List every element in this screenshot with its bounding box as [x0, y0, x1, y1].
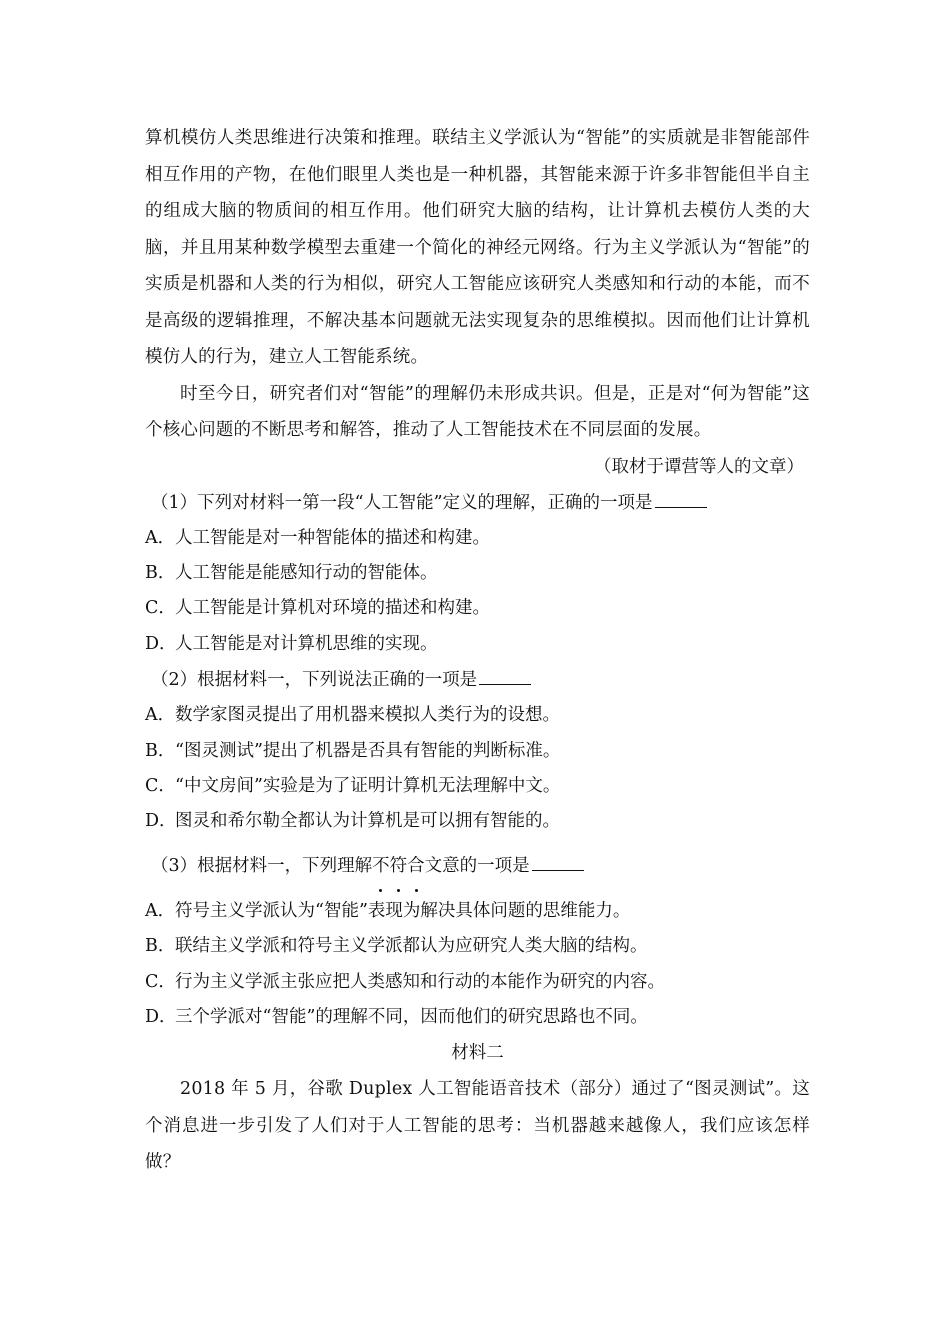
question-3-stem-before: （3）根据材料一，下列理解 [151, 855, 373, 876]
question-3 [145, 848, 810, 1036]
document-page [145, 120, 810, 1181]
question-2-stem: （2）根据材料一，下列说法正确的一项是 [151, 670, 478, 691]
question-3-option-d: D．三个学派对“智能”的理解不同，因而他们的研究思路也不同。 [145, 1006, 648, 1027]
emphasis-dot [397, 889, 400, 892]
question-2-option-d: D．图灵和希尔勒全都认为计算机是可以拥有智能的。 [145, 811, 560, 832]
answer-blank-1[interactable] [655, 491, 707, 508]
emphasis-not-conform: 不符合 [372, 848, 425, 884]
question-3-option-c: C．行为主义学派主张应把人类感知和行动的本能作为研究的内容。 [145, 971, 665, 992]
question-1-option-a: A．人工智能是对一种智能体的描述和构建。 [145, 527, 490, 548]
material2-paragraph-1: 2018 年 5 月，谷歌 Duplex 人工智能语音技术（部分）通过了“图灵测试”。这个消息进一步引发了人们对于人工智能的思考：当机器越来越像人，我们应该怎样做？ [145, 1079, 810, 1173]
question-1-option-b: B．人工智能是能感知行动的智能体。 [145, 562, 438, 583]
question-3-stem-after: 文意的一项是 [424, 855, 530, 876]
question-1-option-d: D．人工智能是对计算机思维的实现。 [145, 633, 438, 654]
question-2 [145, 662, 810, 840]
emphasis-dot [415, 889, 418, 892]
question-3-option-b: B．联结主义学派和符号主义学派都认为应研究人类大脑的结构。 [145, 936, 648, 957]
question-1-option-c: C．人工智能是计算机对环境的描述和构建。 [145, 598, 490, 619]
question-1 [145, 485, 810, 663]
question-2-option-c: C．“中文房间”实验是为了证明计算机无法理解中文。 [145, 775, 561, 796]
material2-title: 材料二 [451, 1043, 504, 1064]
material1-paragraph-1: 算机模仿人类思维进行决策和推理。联结主义学派认为“智能”的实质就是非智能部件相互作用的产物，在他们眼里人类也是一种机器，其智能来源于许多非智能但半自主的组成大脑的物质间的相互作用。他们研究大脑的结构，让计算机去模仿人类的大脑，并且用某种数学模型去重建一个简化的神经元网络。行为主义学派认为“智能”的实质是机器和人类的行为相似，研究人工智能应该研究人类感知和行动的本能，而不是高级的逻辑推理，不解决基本问题就无法实现复杂的思维模拟。因而他们让计算机模仿人的行为，建立人工智能系统。 [145, 128, 810, 367]
material1-paragraph-2: 时至今日，研究者们对“智能”的理解仍未形成共识。但是，正是对“何为智能”这个核心问题的不断思考和解答，推动了人工智能技术在不同层面的发展。 [145, 383, 810, 440]
emphasis-dot [379, 889, 382, 892]
question-1-stem: （1）下列对材料一第一段“人工智能”定义的理解，正确的一项是 [151, 492, 653, 513]
question-2-option-a: A．数学家图灵提出了用机器来模拟人类行为的设想。 [145, 705, 560, 726]
source-citation: （取材于谭营等人的文章） [594, 456, 804, 477]
answer-blank-2[interactable] [479, 668, 531, 685]
question-2-option-b: B．“图灵测试”提出了机器是否具有智能的判断标准。 [145, 740, 561, 761]
question-3-option-a: A．符号主义学派认为“智能”表现为解决具体问题的思维能力。 [145, 900, 631, 921]
answer-blank-3[interactable] [532, 854, 584, 871]
